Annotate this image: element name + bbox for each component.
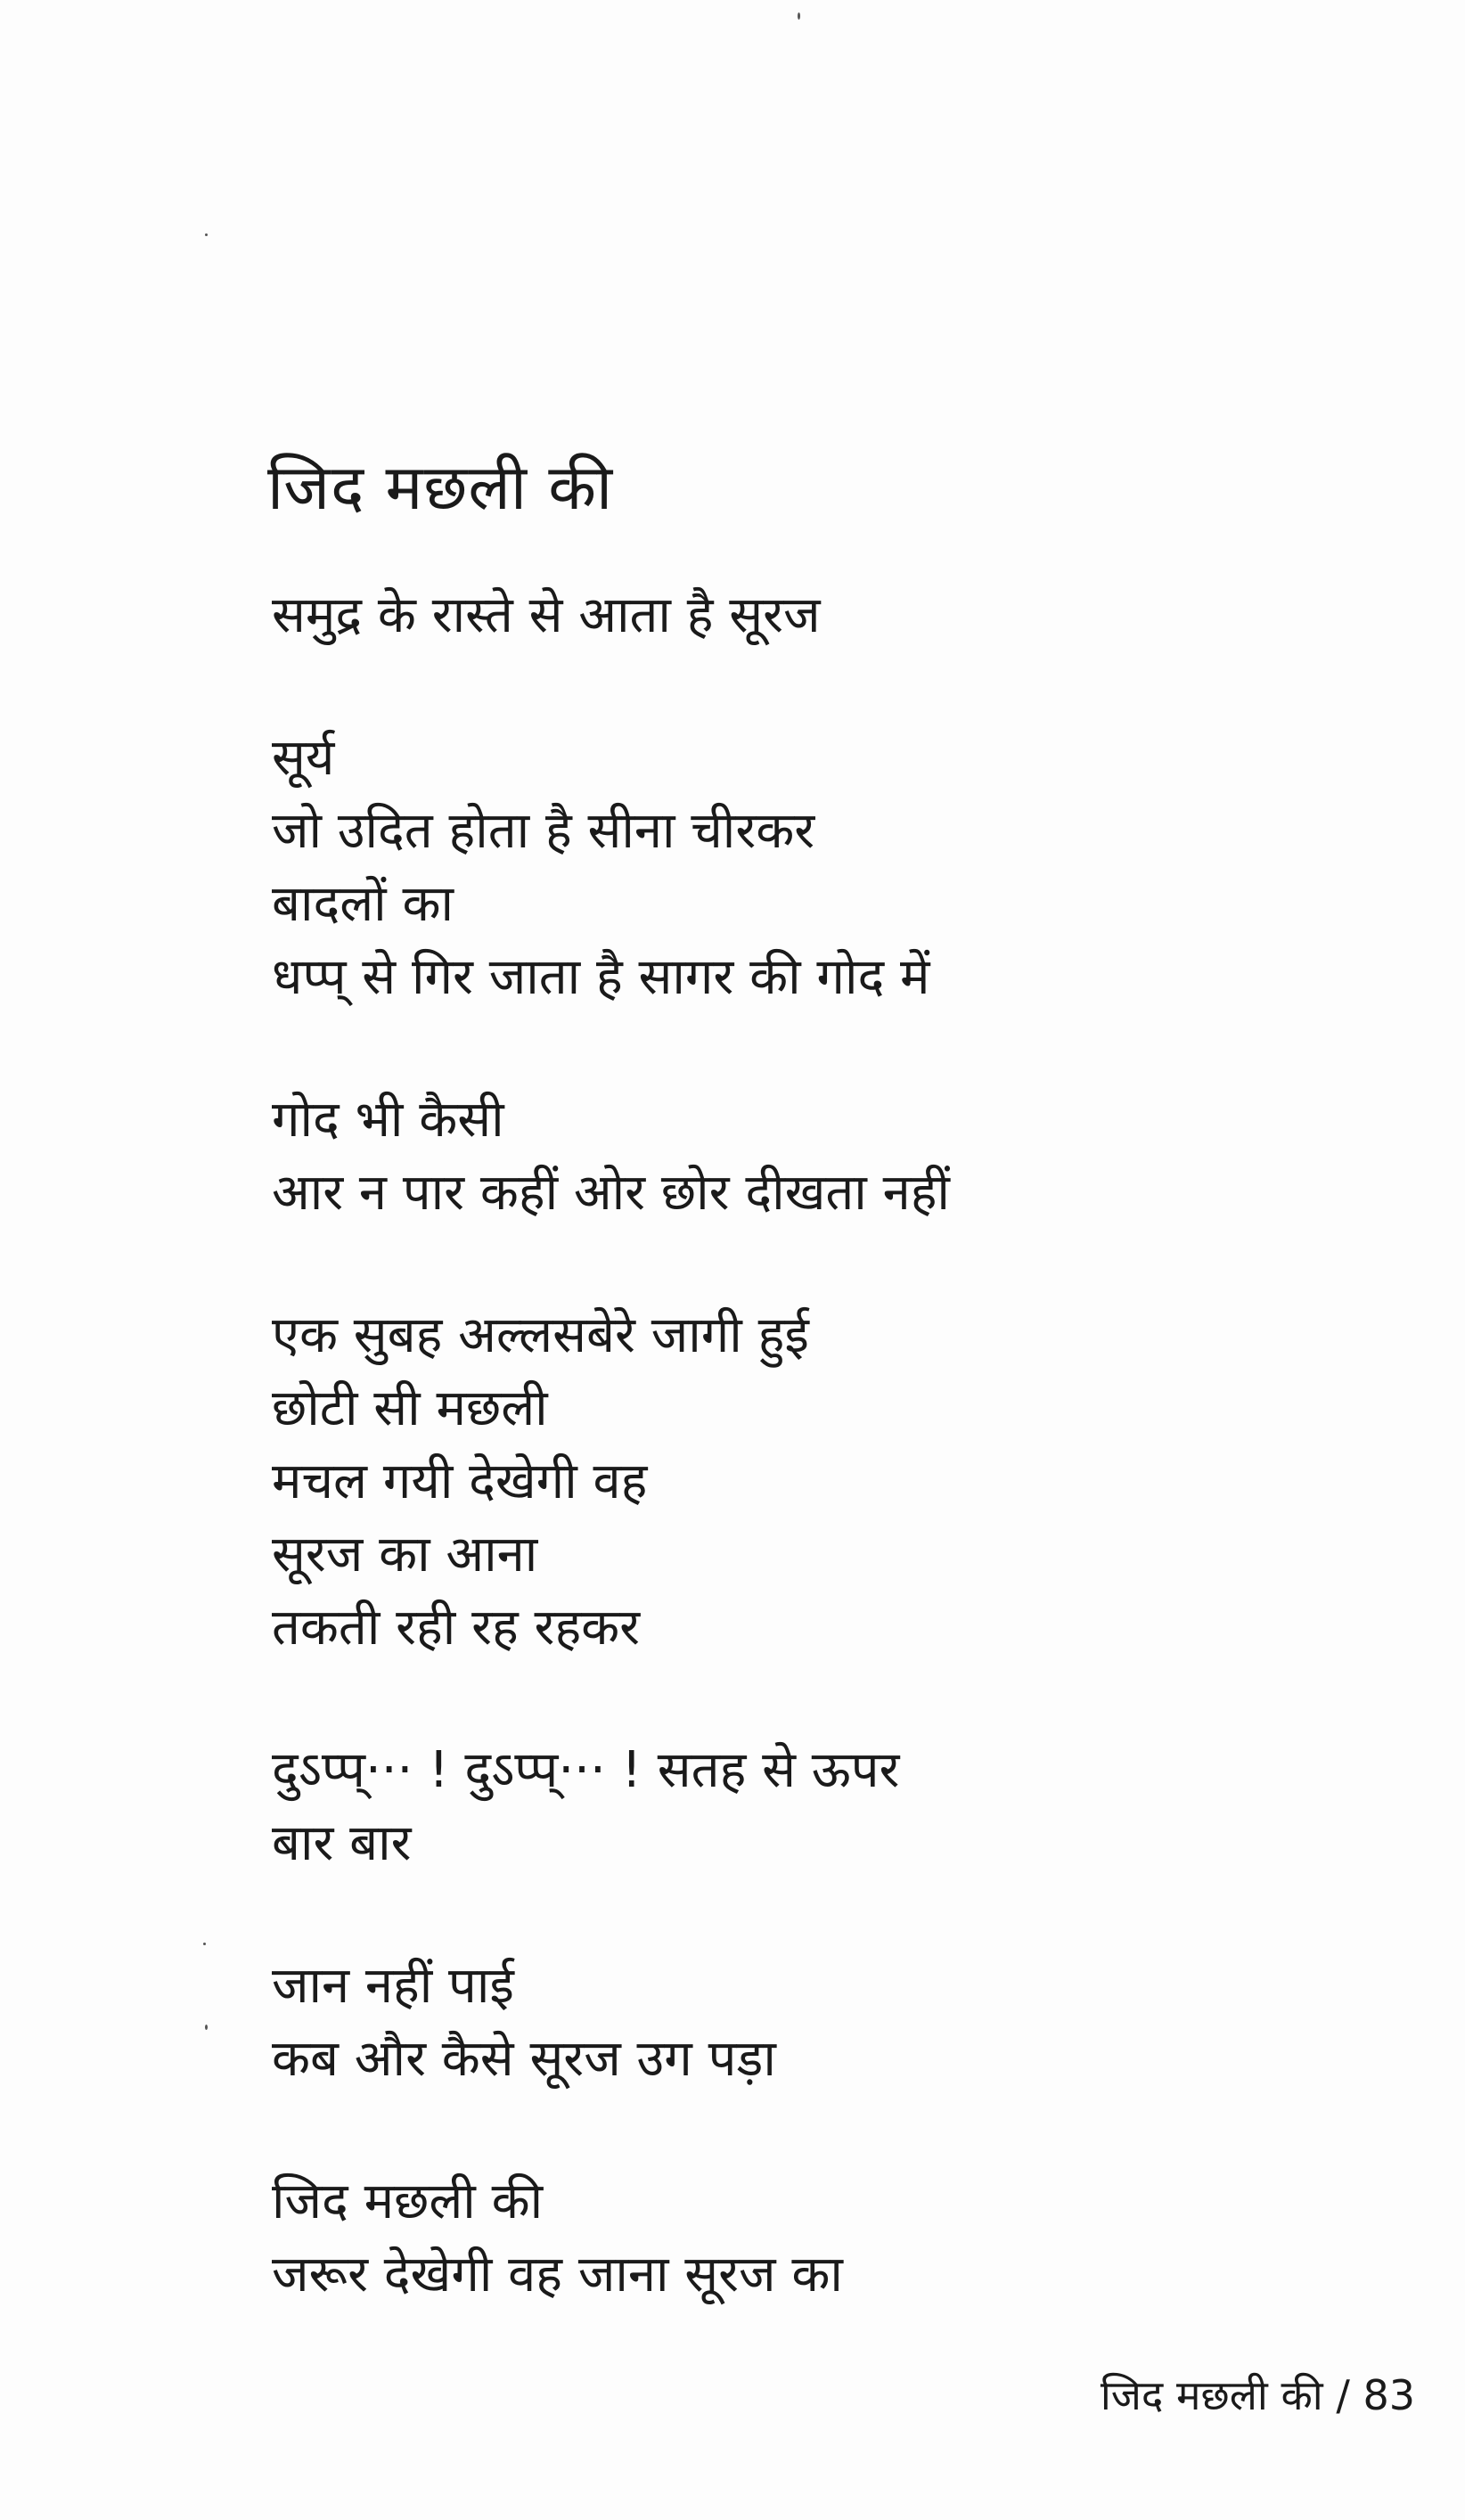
poem-line: समुद्र के रास्ते से आता है सूरज: [272, 586, 821, 644]
stanza: [272, 1950, 1386, 2096]
poem-line: कब और कैसे सूरज उग पड़ा: [272, 2030, 776, 2088]
stanza: [272, 1084, 1386, 1230]
poem-line: आर न पार कहीं ओर छोर दीखता नहीं: [272, 1164, 950, 1222]
poem-line: मचल गयी देखेगी वह: [272, 1452, 648, 1510]
poem-line: गोद भी कैसी: [272, 1091, 504, 1149]
stanza: [272, 579, 1386, 652]
poem-line: जरूर देखेगी वह जाना सूरज का: [272, 2246, 843, 2303]
scan-speck: [203, 1943, 206, 1945]
poem-body: [272, 579, 1386, 2381]
poem-line: बादलों का: [272, 875, 454, 933]
page-footer: [1101, 2369, 1415, 2422]
scan-speck: [205, 233, 208, 236]
poem-line: एक सुबह अल्लसबेरे जागी हुई: [272, 1306, 809, 1364]
poem-title: जिद मछली की: [267, 450, 614, 524]
poem-line: तकती रही रह रहकर: [272, 1599, 641, 1657]
poem-line: छोटी सी मछली: [272, 1379, 548, 1437]
stanza: [272, 2165, 1386, 2311]
page-number: 83: [1363, 2371, 1415, 2419]
poem-line: जो उदित होता है सीना चीरकर: [272, 802, 815, 860]
stanza: [272, 1734, 1386, 1880]
running-title: जिद मछली की: [1100, 2371, 1323, 2419]
poem-line: सूर्य: [272, 729, 335, 787]
poem-line: दुऽप्प्··· ! दुऽप्प्··· ! सतह से ऊपर: [272, 1741, 900, 1799]
poem-line: बार बार: [272, 1814, 412, 1872]
footer-separator: /: [1322, 2371, 1363, 2419]
poem-line: सूरज का आना: [272, 1526, 538, 1583]
scan-speck: [205, 2025, 208, 2030]
stanza: [272, 1299, 1386, 1665]
scan-speck: [798, 12, 800, 20]
stanza: [272, 722, 1386, 1014]
poem-line: जान नहीं पाई: [272, 1957, 514, 2015]
poem-line: जिद मछली की: [272, 2172, 544, 2230]
poem-line: धप्प् से गिर जाता है सागर की गोद में: [272, 948, 930, 1006]
